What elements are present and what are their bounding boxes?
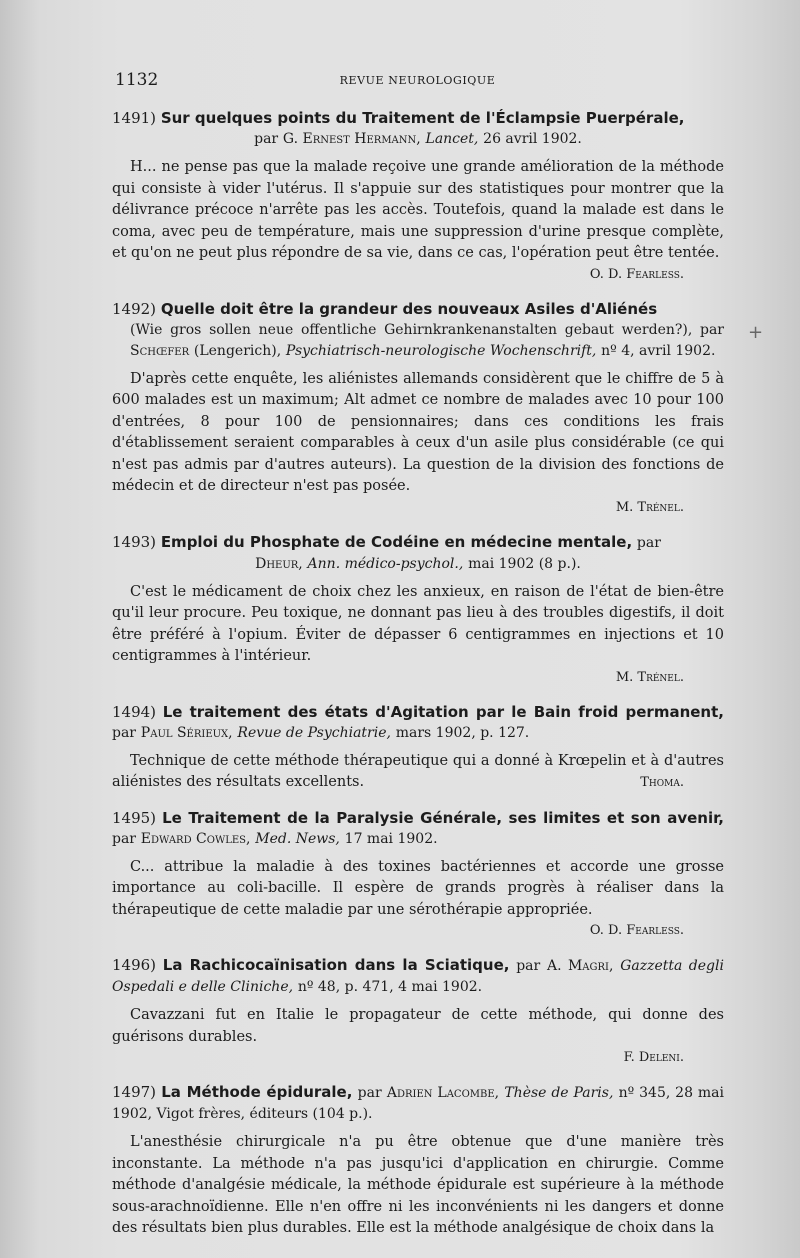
entry-title xyxy=(112,108,724,128)
entry-author: Edward Cowles, xyxy=(140,830,251,847)
cite-prefix: par xyxy=(112,724,137,741)
entry-source: Lancet, xyxy=(425,131,479,147)
entry-number: 1494) xyxy=(112,702,157,721)
entry-title xyxy=(112,299,724,319)
entry-source: Revue de Psychiatrie, xyxy=(237,724,391,741)
entry-source: Thèse de Paris, xyxy=(504,1085,614,1101)
entry-citation xyxy=(112,128,724,149)
page-header xyxy=(115,70,720,96)
entry-signature: F. Deleni. xyxy=(623,1050,684,1065)
entry-date: nº 48, p. 471, 4 mai 1902. xyxy=(297,979,483,995)
entry-heading: Sur quelques points du Traitement de l'Éclampsie Puerpérale, xyxy=(160,109,685,127)
entry-number: 1492) xyxy=(112,299,157,318)
entry-number: 1491) xyxy=(112,109,157,127)
entry-1491 xyxy=(112,108,724,285)
entry-title xyxy=(112,1082,724,1124)
entry-author: Paul Sérieux, xyxy=(140,724,233,741)
entry-source: Psychiatrisch-neurologische Wochenschrift, xyxy=(285,342,597,359)
entry-body: Cavazzani fut en Italie le propagateur de cette méthode, qui donne des guérisons durables. xyxy=(112,1007,724,1045)
entry-source: Ann. médico-psychol., xyxy=(307,555,464,572)
entry-heading: Quelle doit être la grandeur des nouveaux Asiles d'Aliénés xyxy=(160,299,658,318)
entry-title xyxy=(112,702,724,743)
entry-body-text: Technique de cette méthode thérapeutique qui a donné à Krœpelin et à d'autres aliénistes des résultats excellents. xyxy=(112,752,724,790)
entry-date: 17 mai 1902. xyxy=(344,830,438,847)
entry-date: mai 1902 (8 p.). xyxy=(468,555,581,572)
article-column xyxy=(112,108,724,1254)
entry-number: 1497) xyxy=(112,1083,157,1101)
cite-prefix: par xyxy=(254,131,279,147)
entry-heading: La Méthode épidurale, xyxy=(161,1083,353,1101)
entry-author: Dheur, xyxy=(255,555,303,572)
entry-title xyxy=(112,532,724,553)
cite-prefix: par xyxy=(112,830,137,847)
entry-body: C'est le médicament de choix chez les anxieux, en raison de l'état de bien-être qu'il leur procure. Peu toxique, ne donnant pas lieu à des troubles digestifs, il doit être préféré à l'opium. Éviter de dépasser 6 centigrammes en injections et 10 centigrammes à l'intérieur. xyxy=(112,583,724,664)
entry-citation xyxy=(112,553,724,574)
entry-citation xyxy=(112,319,724,361)
cite-prefix: par xyxy=(636,534,661,551)
entry-heading: Le traitement des états d'Agitation par le Bain froid permanent, xyxy=(162,702,724,721)
entry-body: D'après cette enquête, les aliénistes allemands considèrent que le chiffre de 5 à 600 malades est un maximum; Alt admet ce nombre de malades avec 10 pour 100 d'entrées, 8 pour 100 de pensionnaires; dans ces conditions les frais d'établissement seraient comparables à ceux d'un asile plus considérable (ce qui n'est pas admis par d'autres auteurs). La question de la division des fonctions de médecin et de directeur n'est pas posée. xyxy=(112,370,724,494)
entry-signature: O. D. Fearless. xyxy=(589,923,684,938)
entry-1495 xyxy=(112,808,724,942)
entry-body: H... ne pense pas que la malade reçoive une grande amélioration de la méthode qui consiste à vider l'utérus. Il s'appuie sur des statistiques pour montrer que la délivrance précoce n'arrête pas les accès. Toutefois, quand la malade est dans le coma, avec peu de température, mais une suppression d'urine presque complète, et qu'on ne peut plus répondre de sa vie, dans ce cas, l'opération peut être tentée. xyxy=(112,159,724,261)
entry-1497 xyxy=(112,1082,724,1240)
page-number: 1132 xyxy=(115,70,159,90)
entry-1492 xyxy=(112,299,724,518)
entry-date: mars 1902, p. 127. xyxy=(395,724,530,741)
entry-place: (Lengerich), xyxy=(193,342,282,359)
entry-title xyxy=(112,955,724,997)
entry-author: G. Ernest Hermann, xyxy=(282,131,421,147)
running-head: REVUE NEUROLOGIQUE xyxy=(339,74,496,87)
entry-body xyxy=(112,751,724,794)
entry-date: nº 345, 28 mai 1902, Vigot frères, éditeurs (104 p.). xyxy=(112,1085,724,1122)
entry-author: Schœfer xyxy=(130,342,190,359)
entry-number: 1496) xyxy=(112,956,157,974)
entry-title xyxy=(112,808,724,849)
entry-number: 1493) xyxy=(112,532,157,551)
entry-1496 xyxy=(112,955,724,1068)
entry-heading: Emploi du Phosphate de Codéine en médecine mentale, xyxy=(160,532,633,551)
entry-source: Gazzetta degli Ospedali e delle Cliniche, xyxy=(112,958,724,995)
entry-heading: La Rachicocaïnisation dans la Sciatique, xyxy=(162,956,510,974)
entry-signature: M. Trénel. xyxy=(615,669,684,685)
entry-number: 1495) xyxy=(112,808,157,827)
entry-body: L'anesthésie chirurgicale n'a pu être obtenue que d'une manière très inconstante. La méthode n'a pas jusqu'ici d'application en chirurgie. Comme méthode d'analgésie médicale, la méthode épidurale est supérieure à la méthode sous-arachnoïdienne. Elle n'en offre ni les inconvénients ni les dangers et donne des résultats bien plus durables. Elle est la méthode analgésique de choix dans la xyxy=(112,1134,724,1236)
entry-subtitle: (Wie gros sollen neue offentliche Gehirnkrankenanstalten gebaut werden?), par xyxy=(130,321,724,338)
entry-1493 xyxy=(112,532,724,688)
entry-heading: Le Traitement de la Paralysie Générale, ses limites et son avenir, xyxy=(162,808,724,827)
entry-1494 xyxy=(112,702,724,794)
entry-author: Adrien Lacombe, xyxy=(386,1085,500,1101)
entry-signature: M. Trénel. xyxy=(615,499,684,515)
cite-prefix: par xyxy=(357,1085,382,1101)
entry-body: C... attribue la maladie à des toxines bactériennes et accorde une grosse importance au coli-bacille. Il espère de grands progrès à réaliser dans la thérapeutique de cette maladie par une sérothérapie appropriée. xyxy=(112,858,724,918)
entry-date: nº 4, avril 1902. xyxy=(601,342,716,359)
entry-date: 26 avril 1902. xyxy=(483,131,582,147)
entry-source: Med. News, xyxy=(255,830,340,847)
cite-prefix: par xyxy=(516,958,541,974)
entry-signature: Thoma. xyxy=(640,775,684,790)
entry-author: A. Magri, xyxy=(546,958,614,974)
margin-cross-mark: + xyxy=(748,322,764,343)
entry-signature: O. D. Fearless. xyxy=(589,266,684,282)
